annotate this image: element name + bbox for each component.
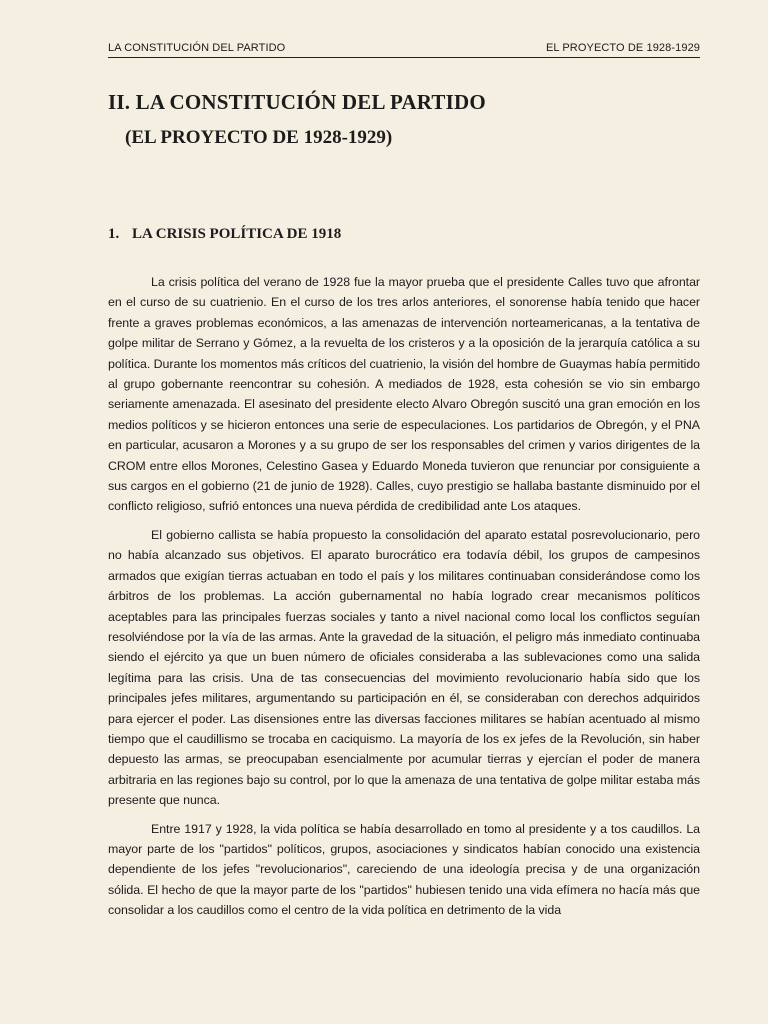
section-number: 1. xyxy=(108,226,120,242)
chapter-title: II. LA CONSTITUCIÓN DEL PARTIDO xyxy=(108,90,486,114)
chapter-subtitle: (EL PROYECTO DE 1928-1929) xyxy=(125,127,393,148)
body-text xyxy=(108,272,700,929)
paragraph: Entre 1917 y 1928, la vida política se había desarrollado en tomo al presidente y a tos caudillos. La mayor parte de los "partidos" políticos, grupos, asociaciones y sindicatos habían conocido una existencia dependiente de los jefes "revolucionarios", careciendo de una ideología precisa y de una organización sólida. El hecho de que la mayor parte de los "partidos" hubiesen tenido una vida efímera no hacía más que consolidar a los caudillos como el centro de la vida política en detrimento de la vida xyxy=(108,821,700,918)
running-header-right: EL PROYECTO DE 1928-1929 xyxy=(545,42,700,54)
running-header-left: LA CONSTITUCIÓN DEL PARTIDO xyxy=(108,42,286,54)
paragraph: La crisis política del verano de 1928 fue la mayor prueba que el presidente Calles tuvo que afrontar en el curso de su cuatrienio. En el curso de los tres arlos anteriores, el sonorense había tenido que hacer frente a graves problemas económicos, a las amenazas de intervención norteamericanas, a la tentativa de golpe militar de Serrano y Gómez, a la revuelta de los cristeros y a la oposición de la jerarquía católica a su política. Durante los momentos más críticos del cuatrienio, la visión del hombre de Guaymas había permitido al grupo gobernante reencontrar su cohesión. A mediados de 1928, esta cohesión se vio sin embargo seriamente amenazada. El asesinato del presidente electo Alvaro Obregón suscitó una gran emoción en los medios políticos y se hicieron entonces una serie de especulaciones. Los partidarios de Obregón, y el PNA en particular, acusaron a Morones y a su grupo de ser los responsables del crimen y varios dirigentes de la CROM entre ellos Morones, Celestino Gasea y Eduardo Moneda tuvieron que renunciar por consiguiente a sus cargos en el gobierno (21 de junio de 1928). Calles, cuyo prestigio se hallaba bastante disminuido por el conflicto religioso, sufrió entonces una nueva pérdida de credibilidad ante Los ataques. xyxy=(108,275,700,514)
running-header xyxy=(108,42,700,58)
section-heading xyxy=(108,226,341,243)
section-title: LA CRISIS POLÍTICA DE 1918 xyxy=(132,226,342,242)
paragraph: El gobierno callista se había propuesto la consolidación del aparato estatal posrevolucionario, pero no había alcanzado sus objetivos. El aparato burocrático era todavía débil, los grupos de campesinos armados que exigían tierras actuaban en todo el país y los militares continuaban considerándose como los árbitros de los problemas. La acción gubernamental no había logrado crear mecanismos políticos aceptables para las principales fuerzas sociales y tanto a nivel nacional como local los conflictos seguían resolviéndose por la vía de las armas. Ante la gravedad de la situación, el peligro más inmediato continuaba siendo el ejército ya que un buen número de oficiales consideraba a las sublevaciones como una salida legítima para las crisis. Una de tas consecuencias del movimiento revolucionario había sido que los principales jefes militares, argumentando su participación en él, se consideraban con derechos adquiridos para ejercer el poder. Las disensiones entre las diversas facciones militares se habían acentuado al mismo tiempo que el caudillismo se trocaba en caciquismo. La mayoría de los ex jefes de la Revolución, sin haber depuesto las armas, se preocupaban esencialmente por acumular tierras y ejercían el poder de manera arbitraria en las regiones bajo su control, por lo que la amenaza de una tentativa de golpe militar estaba más presente que nunca. xyxy=(108,527,700,808)
